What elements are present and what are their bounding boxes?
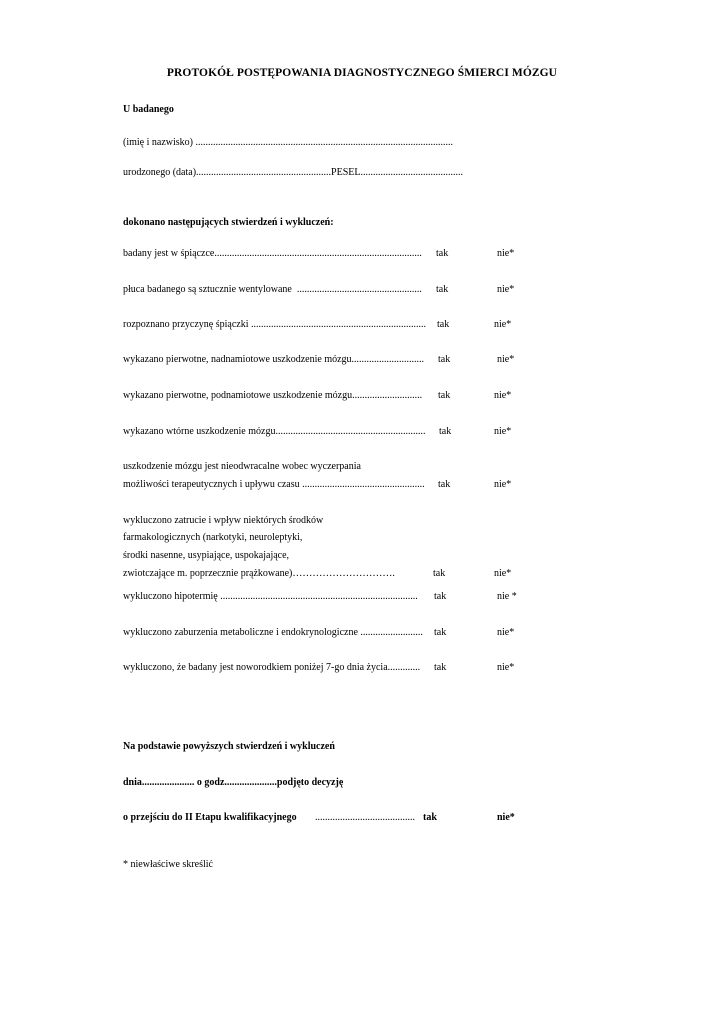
transfer-dots: ........................................ (315, 812, 415, 823)
finding-row-label: uszkodzenie mózgu jest nieodwracalne wobec wyczerpania (123, 461, 361, 472)
finding-row-no: nie* (494, 479, 512, 490)
finding-row-no: nie* (494, 319, 512, 330)
transfer-yes: tak (423, 812, 437, 823)
basis-heading: Na podstawie powyższych stwierdzeń i wykluczeń (123, 741, 335, 752)
finding-row-label: płuca badanego są sztucznie wentylowane .................................................. (123, 284, 422, 295)
transfer-label: o przejściu do II Etapu kwalifikacyjnego (123, 812, 297, 823)
finding-row-label: farmakologicznych (narkotyki, neuroleptyki, (123, 532, 303, 543)
finding-row-no: nie* (497, 354, 515, 365)
document-title: PROTOKÓŁ POSTĘPOWANIA DIAGNOSTYCZNEGO ŚMIERCI MÓZGU (166, 67, 558, 79)
finding-row-no: nie* (494, 426, 512, 437)
findings-heading: dokonano następujących stwierdzeń i wykluczeń: (123, 217, 334, 228)
finding-row-no: nie* (494, 568, 512, 579)
finding-row-label: wykluczono, że badany jest noworodkiem poniżej 7-go dnia życia............. (123, 662, 423, 673)
finding-row-yes: tak (438, 390, 451, 401)
finding-row-no: nie* (497, 662, 515, 673)
finding-row-no: nie* (497, 627, 515, 638)
finding-row-no: nie* (497, 248, 515, 259)
transfer-no: nie* (497, 812, 515, 823)
finding-row-yes: tak (434, 662, 447, 673)
finding-row-label: zwiotczające m. poprzecznie prążkowane)…………………………. (123, 568, 395, 579)
finding-row-no: nie* (497, 284, 515, 295)
finding-row-label: badany jest w śpiączce................................................................................... (123, 248, 422, 259)
finding-row-label: rozpoznano przyczynę śpiączki ...................................................................... (123, 319, 426, 330)
finding-row-yes: tak (438, 354, 451, 365)
finding-row-no: nie * (497, 591, 517, 602)
finding-row-label: możliwości terapeutycznych i upływu czasu ................................................. (123, 479, 425, 490)
finding-row-yes: tak (434, 591, 447, 602)
name-field-line: (imię i nazwisko) ....................................................................................................... (123, 137, 453, 148)
finding-row-label: wykluczono zatrucie i wpływ niektórych środków (123, 515, 324, 526)
finding-row-no: nie* (494, 390, 512, 401)
finding-row-yes: tak (433, 568, 446, 579)
finding-row-yes: tak (437, 319, 450, 330)
finding-row-label: wykazano pierwotne, nadnamiotowe uszkodzenie mózgu............................. (123, 354, 425, 365)
finding-row-yes: tak (434, 627, 447, 638)
finding-row-label: wykluczono zaburzenia metaboliczne i endokrynologiczne ......................... (123, 627, 423, 638)
finding-row-label: wykazano pierwotne, podnamiotowe uszkodzenie mózgu............................ (123, 390, 423, 401)
finding-row-label: środki nasenne, usypiające, uspokajające, (123, 550, 290, 561)
finding-row-yes: tak (439, 426, 452, 437)
subject-heading: U badanego (123, 104, 174, 115)
finding-row-yes: tak (436, 248, 449, 259)
finding-row-yes: tak (438, 479, 451, 490)
decision-line: dnia..................... o godz.....................podjęto decyzję (123, 777, 344, 788)
footnote: * niewłaściwe skreślić (123, 859, 213, 870)
finding-row-label: wykluczono hipotermię ............................................................................... (123, 591, 418, 602)
finding-row-yes: tak (436, 284, 449, 295)
finding-row-label: wykazano wtórne uszkodzenie mózgu............................................................ (123, 426, 426, 437)
birth-pesel-field-line: urodzonego (data)......................................................PESEL......................................... (123, 167, 463, 178)
